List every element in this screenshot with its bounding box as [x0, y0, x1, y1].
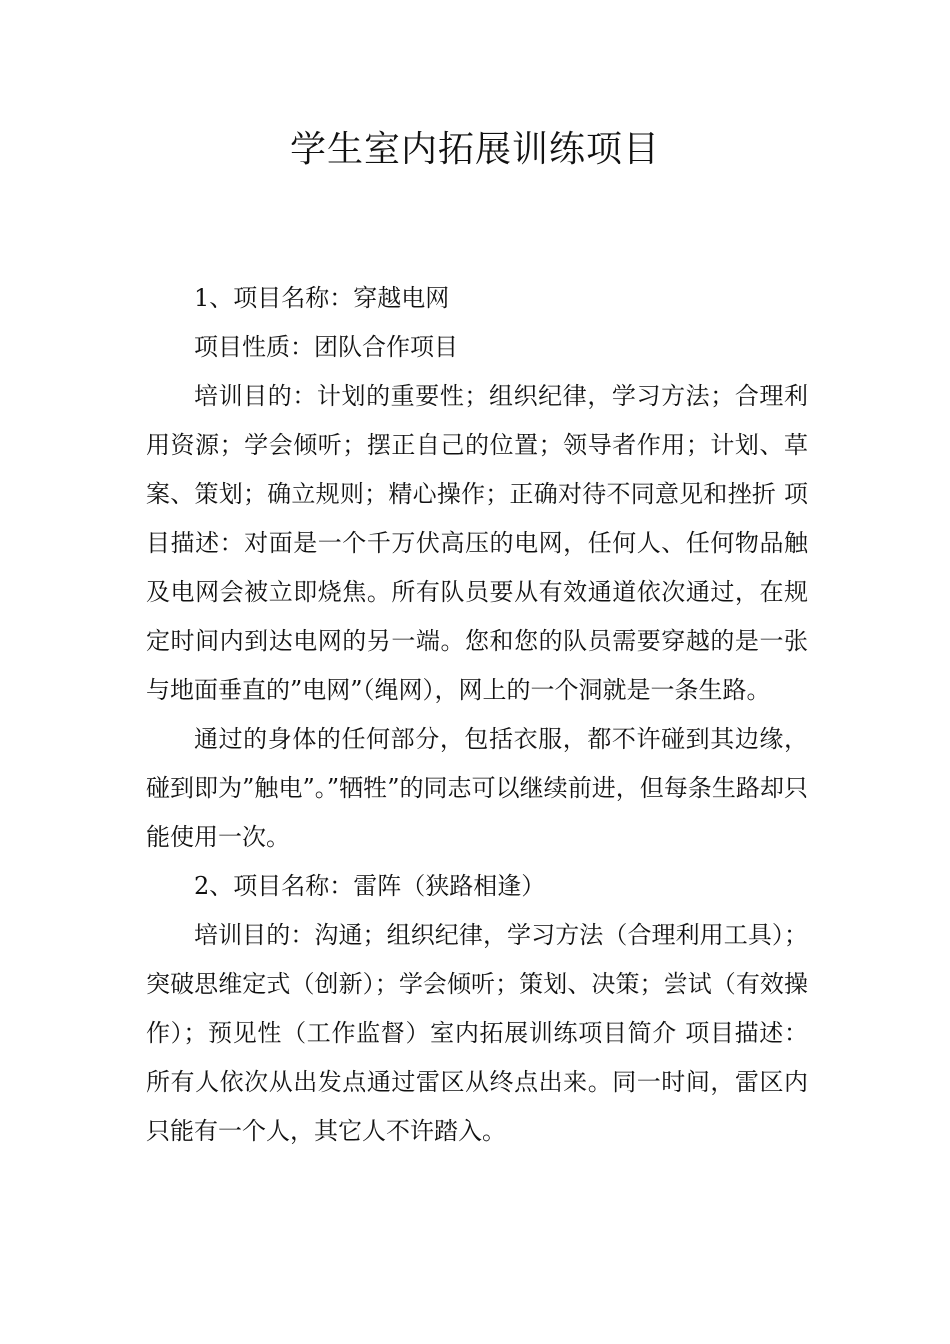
paragraph-project-1-nature: 项目性质：团队合作项目 [194, 333, 458, 361]
document-title: 学生室内拓展训练项目 [289, 129, 660, 170]
paragraph-project-1-purpose: 培训目的：计划的重要性；组织纪律，学习方法；合理利用资源；学会倾听；摆正自己的位置；领导者作用；计划、草案、策划；确立规则；精心操作；正确对待不同意见和挫折 项目描述：对面是一个千万伏高压的电网，任何人、任何物品触及电网会被立即烧焦。所有队员要从有效通道依次通过，在规定时间内到达电网的另一端。您和您的队员需要穿越的是一张与地面垂直的”电网”（绳网），网上的一个洞就是一条生路。 [146, 382, 808, 704]
paragraph-project-2-name: 2、项目名称：雷阵（狭路相逢） [194, 872, 546, 900]
paragraph-project-2-purpose: 培训目的：沟通；组织纪律，学习方法（合理利用工具）；突破思维定式（创新）；学会倾听；策划、决策；尝试（有效操作）；预见性（工作监督）室内拓展训练项目简介 项目描述：所有人依次从出发点通过雷区从终点出来。同一时间，雷区内只能有一个人，其它人不许踏入。 [146, 921, 808, 1145]
document-body [146, 274, 808, 1156]
paragraph-project-1-rules: 通过的身体的任何部分，包括衣服，都不许碰到其边缘，碰到即为”触电”。”牺牲”的同志可以继续前进，但每条生路却只能使用一次。 [146, 725, 808, 851]
paragraph-project-1-name: 1、项目名称：穿越电网 [194, 284, 450, 312]
